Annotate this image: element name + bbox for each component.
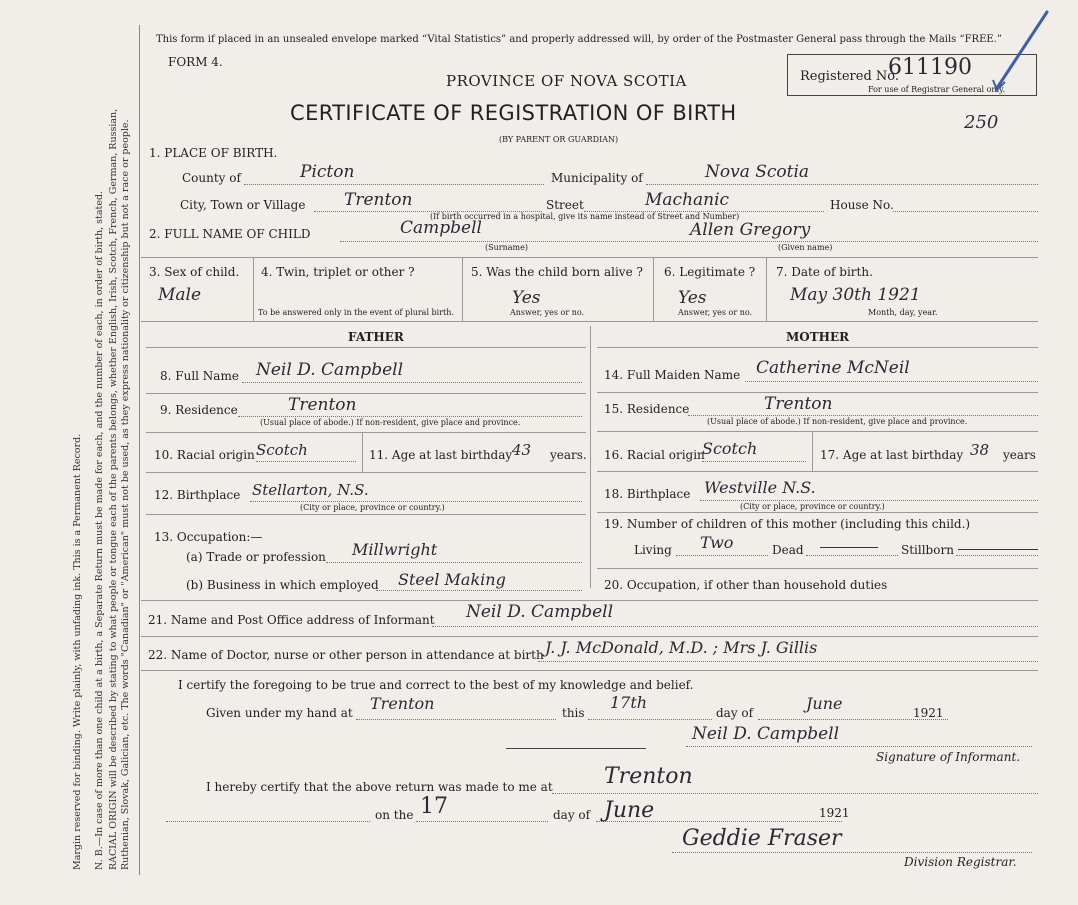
father-residence-note: (Usual place of abode.) If non-resident, give place and province. (260, 418, 521, 427)
given-day-line (588, 719, 712, 720)
registrar-year-value: 1921 (819, 806, 850, 820)
mother-birthplace-line (700, 500, 1038, 501)
registered-number: 611190 (888, 55, 972, 80)
mother-heading-rule (597, 347, 1038, 348)
county-value: Picton (300, 162, 355, 182)
dead-line (806, 555, 898, 556)
dob-value: May 30th 1921 (790, 285, 921, 305)
grid-bottom-line (141, 321, 1038, 322)
father-birthplace-label: 12. Birthplace (154, 488, 241, 502)
margin-note-nb: N. B.—In case of more than one child at a birth, a Separate Return must be made for each, and the number of each, in order of birth, stated. (94, 190, 105, 870)
certificate-title: CERTIFICATE OF REGISTRATION OF BIRTH (290, 101, 737, 125)
corner-mark: 250 (964, 112, 999, 133)
legitimate-note: Answer, yes or no. (678, 308, 753, 317)
given-place-line (356, 719, 556, 720)
mother-occupation-label: 20. Occupation, if other than household duties (604, 578, 888, 592)
father-racial-divider (362, 432, 363, 472)
living-line (676, 555, 768, 556)
doctor-line (538, 661, 1038, 662)
form-left-border (139, 25, 140, 875)
given-year-value: 1921 (913, 706, 944, 720)
informant-signature-line (686, 746, 1032, 747)
this-label: this (562, 706, 585, 720)
municipality-label: Municipality of (551, 171, 643, 185)
municipality-line (646, 184, 1038, 185)
mother-racial-line (702, 461, 806, 462)
registrar-day-of-label: day of (553, 808, 591, 822)
father-residence-label: 9. Residence (160, 403, 238, 417)
dead-label: Dead (772, 543, 804, 557)
mother-birthplace-note: (City or place, province or country.) (740, 502, 885, 511)
informant-signature-caption: Signature of Informant. (876, 750, 1021, 764)
father-business-label: (b) Business in which employed (186, 578, 379, 592)
father-trade-label: (a) Trade or profession (186, 550, 326, 564)
registrar-month-value: June (604, 798, 655, 823)
father-racial-value: Scotch (256, 441, 308, 459)
province-heading: PROVINCE OF NOVA SCOTIA (446, 72, 687, 90)
mother-residence-value: Trenton (764, 394, 833, 414)
registrar-place-value: Trenton (604, 764, 693, 789)
father-row-rule-3 (146, 472, 586, 473)
father-birthplace-line (250, 501, 582, 502)
on-the-label: on the (375, 808, 414, 822)
legitimate-label: 6. Legitimate ? (664, 265, 756, 279)
sex-label: 3. Sex of child. (149, 265, 240, 279)
father-age-value: 43 (512, 441, 532, 459)
mother-row-rule-3 (597, 471, 1038, 472)
mother-row-rule-5 (597, 568, 1038, 569)
father-row-rule-4 (146, 514, 586, 515)
informant-rule (141, 636, 1038, 637)
margin-note-binding: Margin reserved for binding. Write plainly, with unfading ink. This is a Permanent Record. (72, 433, 83, 870)
given-under-hand-label: Given under my hand at (206, 706, 353, 720)
mother-age-label: 17. Age at last birthday (820, 448, 964, 462)
mother-children-label: 19. Number of children of this mother (including this child.) (604, 517, 971, 531)
mother-name-label: 14. Full Maiden Name (604, 368, 741, 382)
alive-note: Answer, yes or no. (510, 308, 585, 317)
sex-value: Male (158, 285, 202, 305)
child-name-label: 2. FULL NAME OF CHILD (149, 227, 311, 241)
father-birthplace-note: (City or place, province or country.) (300, 503, 445, 512)
form-number: FORM 4. (168, 55, 223, 69)
mother-racial-value: Scotch (702, 439, 758, 458)
grid-divider-1 (253, 257, 254, 321)
father-birthplace-value: Stellarton, N.S. (252, 481, 369, 499)
certify-statement: I certify the foregoing to be true and correct to the best of my knowledge and belief. (178, 678, 694, 692)
postal-note: This form if placed in an unsealed envelope marked “Vital Statistics” and properly addressed will, by order of the Postmaster General pass through the Mails “FREE.” (156, 34, 1002, 45)
father-residence-value: Trenton (288, 395, 357, 415)
legitimate-value: Yes (678, 288, 707, 308)
father-residence-line (238, 416, 582, 417)
grid-divider-2 (462, 257, 463, 321)
father-age-label: 11. Age at last birthday (369, 448, 513, 462)
child-name-line (340, 241, 1038, 242)
mother-residence-line (688, 415, 1038, 416)
house-label: House No. (830, 198, 894, 212)
house-line (893, 211, 1038, 212)
father-name-label: 8. Full Name (160, 369, 239, 383)
certificate-subtitle: (BY PARENT OR GUARDIAN) (499, 135, 619, 144)
given-day-value: 17th (610, 693, 648, 712)
given-month-value: June (806, 694, 843, 713)
registrar-use-note: For use of Registrar General only. (868, 85, 1006, 94)
registrar-signature: Geddie Fraser (682, 826, 842, 851)
twin-note: To be answered only in the event of plural birth. (258, 308, 454, 317)
given-day-of-label: day of (716, 706, 754, 720)
mother-name-value: Catherine McNeil (756, 358, 910, 378)
margin-note-racial-2: Ruthenian, Slovak, Galician, etc. The words "Canadian" or "American" must not be used, as they express nationality or citizenship but not a race or people. (120, 119, 131, 870)
mother-birthplace-value: Westville N.S. (704, 478, 816, 497)
city-label: City, Town or Village (180, 198, 306, 212)
mother-age-value: 38 (970, 441, 990, 459)
father-row-rule-2 (146, 432, 586, 433)
stillborn-label: Stillborn (901, 543, 954, 557)
registrar-day-value: 17 (420, 794, 448, 819)
pen-mark-icon (985, 10, 1055, 100)
informant-value: Neil D. Campbell (466, 602, 614, 622)
county-line (244, 184, 544, 185)
municipality-value: Nova Scotia (705, 162, 810, 182)
twin-label: 4. Twin, triplet or other ? (261, 265, 415, 279)
registrar-place-line (552, 793, 1038, 794)
informant-label: 21. Name and Post Office address of Informant (148, 613, 435, 627)
certify-dash (506, 748, 646, 749)
grid-divider-4 (766, 257, 767, 321)
registrar-signature-line (672, 852, 1032, 853)
child-surname-value: Campbell (400, 218, 482, 238)
registrar-day-line (416, 821, 548, 822)
mother-row-rule-2 (597, 431, 1038, 432)
county-label: County of (182, 171, 241, 185)
father-row-rule-1 (146, 393, 586, 394)
surname-caption: (Surname) (485, 243, 528, 252)
informant-signature: Neil D. Campbell (692, 724, 840, 744)
mother-age-unit: years (1003, 448, 1036, 462)
father-business-value: Steel Making (398, 570, 506, 589)
mother-heading: MOTHER (786, 330, 850, 344)
grid-top-line (141, 257, 1038, 258)
mother-row-rule-4 (597, 512, 1038, 513)
dob-label: 7. Date of birth. (776, 265, 873, 279)
registrar-leading-line (166, 821, 370, 822)
child-given-name-value: Allen Gregory (690, 220, 811, 240)
father-racial-label: 10. Racial origin (154, 448, 255, 462)
doctor-value: J. J. McDonald, M.D. ; Mrs J. Gillis (545, 638, 818, 657)
registered-label: Registered No. (800, 69, 900, 84)
living-label: Living (634, 543, 672, 557)
doctor-label: 22. Name of Doctor, nurse or other person in attendance at birth (148, 648, 544, 662)
father-trade-value: Millwright (352, 540, 438, 559)
parents-center-divider (590, 326, 591, 588)
hospital-note: (If birth occurred in a hospital, give its name instead of Street and Number) (430, 212, 740, 221)
stillborn-line (956, 555, 1038, 556)
grid-divider-3 (653, 257, 654, 321)
street-value: Machanic (645, 190, 730, 210)
father-heading-rule (146, 347, 586, 348)
city-value: Trenton (344, 190, 413, 210)
margin-note-racial-1: RACIAL ORIGIN will be described by stating to what people or tongue each of the parents belongs, whether English, Irish, Scotch, French, German, Russian, (108, 108, 119, 870)
mother-row-rule-1 (597, 392, 1038, 393)
parents-bottom-rule (141, 600, 1038, 601)
dob-note: Month, day, year. (868, 308, 938, 317)
mother-residence-label: 15. Residence (604, 402, 690, 416)
father-name-line (242, 382, 582, 383)
father-name-value: Neil D. Campbell (256, 360, 404, 380)
stillborn-dash (958, 549, 1038, 550)
father-occupation-label: 13. Occupation:— (154, 530, 263, 544)
father-business-line (376, 590, 582, 591)
mother-racial-label: 16. Racial origin (604, 448, 705, 462)
mother-residence-note: (Usual place of abode.) If non-resident, give place and province. (707, 417, 968, 426)
given-place-value: Trenton (370, 694, 435, 713)
mother-birthplace-label: 18. Birthplace (604, 487, 691, 501)
place-of-birth-heading: 1. PLACE OF BIRTH. (149, 146, 278, 160)
living-value: Two (700, 533, 734, 552)
informant-line (432, 626, 1038, 627)
alive-label: 5. Was the child born alive ? (471, 265, 643, 279)
mother-name-line (745, 381, 1038, 382)
dead-dash (820, 547, 878, 548)
street-label: Street (546, 198, 584, 212)
father-age-unit: years. (550, 448, 587, 462)
given-name-caption: (Given name) (778, 243, 833, 252)
registrar-caption: Division Registrar. (904, 855, 1017, 869)
father-racial-line (256, 461, 356, 462)
father-heading: FATHER (348, 330, 404, 344)
alive-value: Yes (512, 288, 541, 308)
registrar-statement: I hereby certify that the above return was made to me at (206, 780, 553, 794)
mother-racial-divider (812, 431, 813, 471)
doctor-rule (141, 670, 1038, 671)
father-trade-line (326, 562, 582, 563)
